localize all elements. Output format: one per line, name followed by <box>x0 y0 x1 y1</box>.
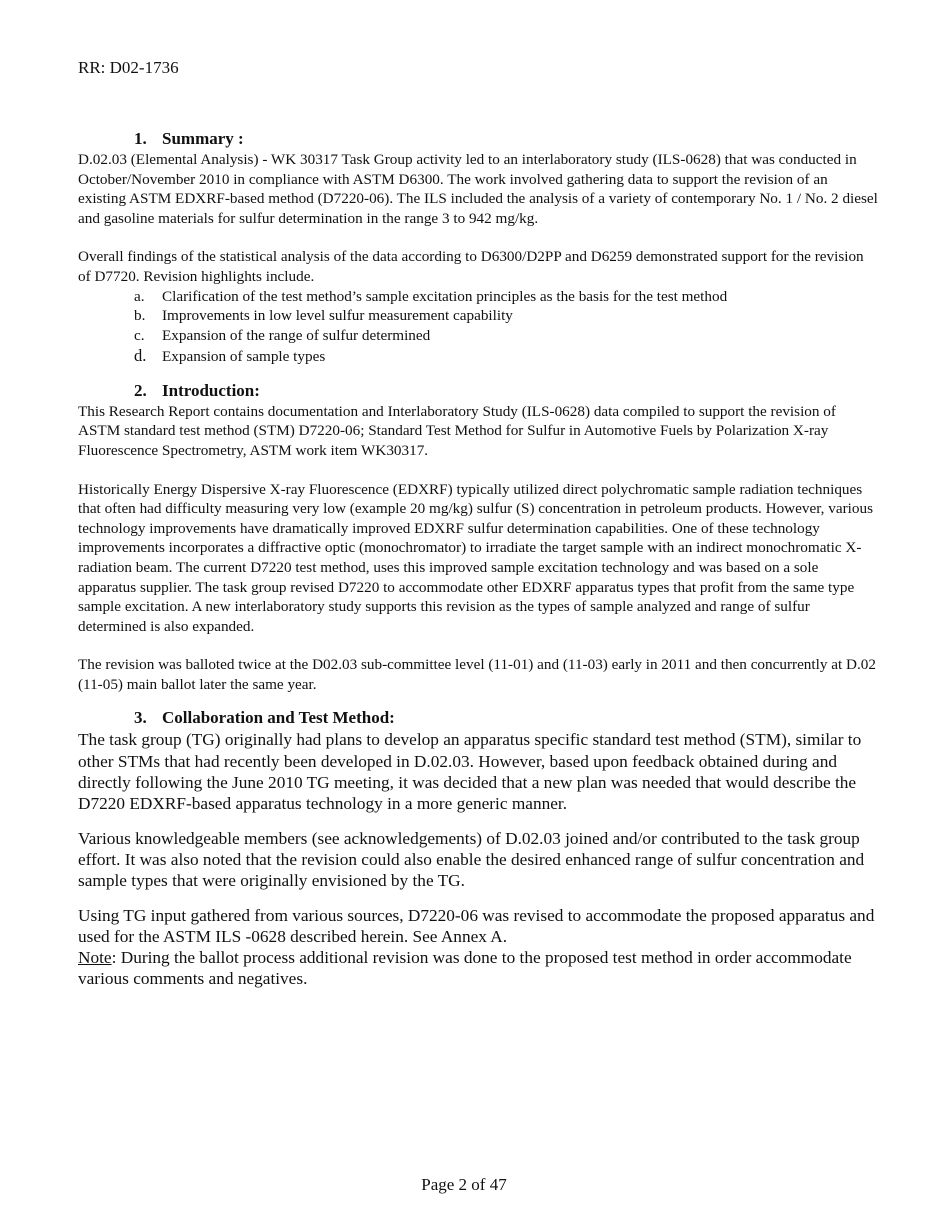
page-footer <box>0 1175 950 1195</box>
section-number: 1. <box>134 129 147 148</box>
list-item-letter: a. <box>134 287 145 305</box>
section-number: 2. <box>134 380 147 400</box>
section-heading-collaboration <box>134 707 878 728</box>
summary-findings-paragraph: Overall findings of the statistical analysis of the data according to D6300/D2PP and D6259 demonstrated support for the revision of D7720. Revision highlights include. <box>78 248 864 285</box>
list-item <box>78 287 878 307</box>
collaboration-paragraph: The task group (TG) originally had plans to develop an apparatus specific standard test method (STM), similar to other STMs that had recently been developed in D.02.03. However, based upon feedback obtained during and directly following the June 2010 TG meeting, it was decided that a new plan was needed that would describe the D7220 EDXRF-based apparatus technology in a more generic manner. <box>78 730 862 814</box>
note-label: Note <box>78 948 112 968</box>
members-paragraph: Various knowledgeable members (see acknowledgements) of D.02.03 joined and/or contributed to the task group effort. It was also noted that the revision could also enable the desired enhanced range of sulfur concentration and sample types that were originally envisioned by the TG. <box>78 828 865 891</box>
list-item-letter: c. <box>134 327 145 345</box>
list-item-text: Expansion of the range of sulfur determined <box>162 327 431 345</box>
section-title: Collaboration and Test Method: <box>162 708 395 728</box>
list-item <box>78 326 878 346</box>
list-item-text: Clarification of the test method’s sample excitation principles as the basis for the test method <box>162 287 728 305</box>
document-body <box>78 128 878 990</box>
section-number: 3. <box>134 708 147 728</box>
ballot-history-paragraph: The revision was balloted twice at the D02.03 sub-committee level (11-01) and (11-03) early in 2011 and then concurrently at D.02 (11-05) main ballot later the same year. <box>78 656 876 693</box>
summary-paragraph: D.02.03 (Elemental Analysis) - WK 30317 Task Group activity led to an interlaboratory study (ILS-0628) that was conducted in October/November 2010 in compliance with ASTM D6300. The work involved gathering data to support the revision of an existing ASTM EDXRF-based method (D7220-06). The ILS included the analysis of a variety of contemporary No. 1 / No. 2 diesel and gasoline materials for sulfur determination in the range 3 to 942 mg/kg. <box>78 151 878 227</box>
list-item <box>78 346 878 367</box>
list-item <box>78 306 878 326</box>
tg-input-paragraph: Using TG input gathered from various sources, D7220-06 was revised to accommodate the proposed apparatus and used for the ASTM ILS -0628 described herein. See Annex A. <box>78 905 875 946</box>
list-item-text: Expansion of sample types <box>162 347 326 365</box>
section-title: Summary : <box>162 129 244 148</box>
section-title: Introduction: <box>162 380 260 400</box>
list-item-letter: b. <box>134 307 146 325</box>
report-id-header: RR: D02-1736 <box>78 58 179 77</box>
list-item-text: Improvements in low level sulfur measurement capability <box>162 307 513 325</box>
revision-highlights-list <box>78 287 878 367</box>
section-heading-introduction <box>134 380 878 401</box>
list-item-letter: d. <box>134 345 147 365</box>
page-number: Page 2 of 47 <box>421 1175 507 1194</box>
ballot-note <box>78 947 878 990</box>
section-heading-summary <box>134 128 878 149</box>
note-text: : During the ballot process additional revision was done to the proposed test method in order accommodate various comments and negatives. <box>78 948 852 989</box>
edxrf-history-paragraph: Historically Energy Dispersive X-ray Fluorescence (EDXRF) typically utilized direct polychromatic sample radiation techniques that often had difficulty measuring very low (example 20 mg/kg) sulfur (S) concentration in petroleum products. However, various technology improvements have dramatically improved EDXRF sulfur determination capabilities. One of these technology improvements incorporates a diffractive optic (monochromator) to irradiate the target sample with an indirect monochromatic X-radiation beam. The current D7220 test method, uses this improved sample excitation technology and was based on a sole apparatus supplier. The task group revised D7220 to accommodate other EDXRF apparatus types that profit from the same type sample excitation. A new interlaboratory study supports this revision as the types of sample analyzed and range of sulfur determined is also expanded. <box>78 480 873 635</box>
introduction-paragraph: This Research Report contains documentation and Interlaboratory Study (ILS-0628) data compiled to support the revision of ASTM standard test method (STM) D7220-06; Standard Test Method for Sulfur in Automotive Fuels by Polarization X-ray Fluorescence Spectrometry, ASTM work item WK30317. <box>78 402 836 459</box>
